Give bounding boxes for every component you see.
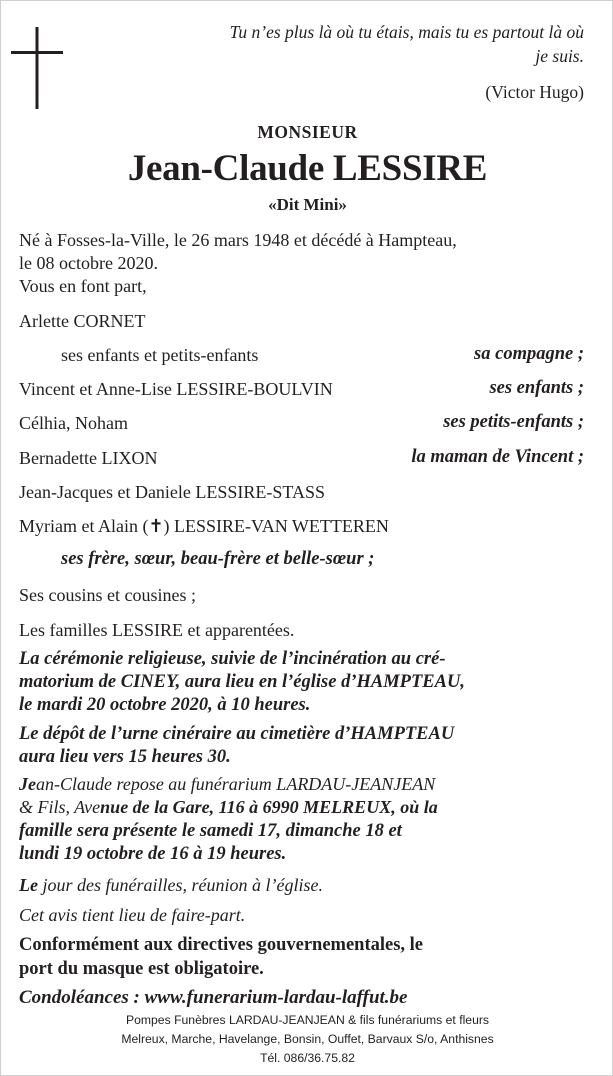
funerarium-line xyxy=(19,796,438,819)
funerarium-bold: Je xyxy=(19,774,36,794)
family-member: Myriam et Alain (✝) LESSIRE-VAN WETTEREN xyxy=(19,516,389,536)
birth-death-info xyxy=(19,229,601,298)
epigraph-quote xyxy=(144,20,584,68)
quote-line: Tu n’es plus là où tu étais, mais tu es partout là où xyxy=(229,22,584,42)
quote-author: (Victor Hugo) xyxy=(485,82,584,102)
relation-label: ses enfants ; xyxy=(489,378,584,398)
intro-line: Né à Fosses-la-Ville, le 26 mars 1948 et décédé à Hampteau, xyxy=(19,230,457,250)
funerarium-line xyxy=(19,773,435,796)
honorific: MONSIEUR xyxy=(257,122,358,142)
funerarium-line: lundi 19 octobre de 16 à 19 heures. xyxy=(19,844,287,864)
family-member: Jean-Jacques et Daniele LESSIRE-STASS xyxy=(19,482,325,502)
family-member: Vincent et Anne-Lise LESSIRE-BOULVIN xyxy=(19,379,333,399)
condolences-link[interactable]: Condoléances : www.funerarium-lardau-laffut.be xyxy=(19,987,408,1008)
quote-line: je suis. xyxy=(535,46,584,66)
ceremony-line: La cérémonie religieuse, suivie de l’incinération au cré- xyxy=(19,649,446,669)
faire-part-note: Cet avis tient lieu de faire-part. xyxy=(19,905,246,925)
funerarium-line: famille sera présente le samedi 17, dimanche 18 et xyxy=(19,821,402,841)
relation-label: la maman de Vincent ; xyxy=(411,447,584,467)
cross-icon xyxy=(11,27,63,109)
nickname: «Dit Mini» xyxy=(268,195,347,214)
funeral-day-note xyxy=(19,874,323,897)
footer-line: Pompes Funèbres LARDAU-JEANJEAN & fils funérariums et fleurs xyxy=(125,1013,490,1027)
relation-label: ses petits-enfants ; xyxy=(443,412,584,432)
footer-line: Melreux, Marche, Havelange, Bonsin, Ouffet, Barvaux S/o, Anthisnes xyxy=(121,1032,494,1046)
urn-line: Le dépôt de l’urne cinéraire au cimetière d’HAMPTEAU xyxy=(19,724,455,744)
note-bold: Le xyxy=(19,875,38,895)
relation-label: sa compagne ; xyxy=(474,344,584,364)
deceased-name: Jean-Claude LESSIRE xyxy=(127,148,488,189)
ceremony-line: le mardi 20 octobre 2020, à 10 heures. xyxy=(19,695,311,715)
intro-line: le 08 octobre 2020. xyxy=(19,253,158,273)
family-member: ses enfants et petits-enfants xyxy=(61,345,259,365)
funerarium-bold: nue de la Gare, 116 à 6990 MELREUX, où la xyxy=(100,797,438,817)
relation-label: ses frère, sœur, beau-frère et belle-sœur ; xyxy=(61,549,375,569)
urn-line: aura lieu vers 15 heures 30. xyxy=(19,747,231,767)
family-member: Célhia, Noham xyxy=(19,413,128,433)
funerarium-italic: an-Claude repose au funérarium LARDAU-JEANJEAN xyxy=(36,774,436,794)
mask-directive-line: Conformément aux directives gouvernementales, le xyxy=(19,935,424,955)
ceremony-line: matorium de CINEY, aura lieu en l’église d’HAMPTEAU, xyxy=(19,672,465,692)
family-member: Ses cousins et cousines ; xyxy=(19,585,196,605)
family-member: Bernadette LIXON xyxy=(19,448,158,468)
family-member: Arlette CORNET xyxy=(19,311,146,331)
funerarium-italic: & Fils, Ave xyxy=(19,797,101,817)
footer xyxy=(1,1011,613,1068)
note-italic: jour des funérailles, réunion à l’église. xyxy=(37,875,323,895)
family-member: Les familles LESSIRE et apparentées. xyxy=(19,620,295,640)
mask-directive-line: port du masque est obligatoire. xyxy=(19,959,264,979)
intro-line: Vous en font part, xyxy=(19,276,147,296)
footer-phone: Tél. 086/36.75.82 xyxy=(260,1051,355,1065)
